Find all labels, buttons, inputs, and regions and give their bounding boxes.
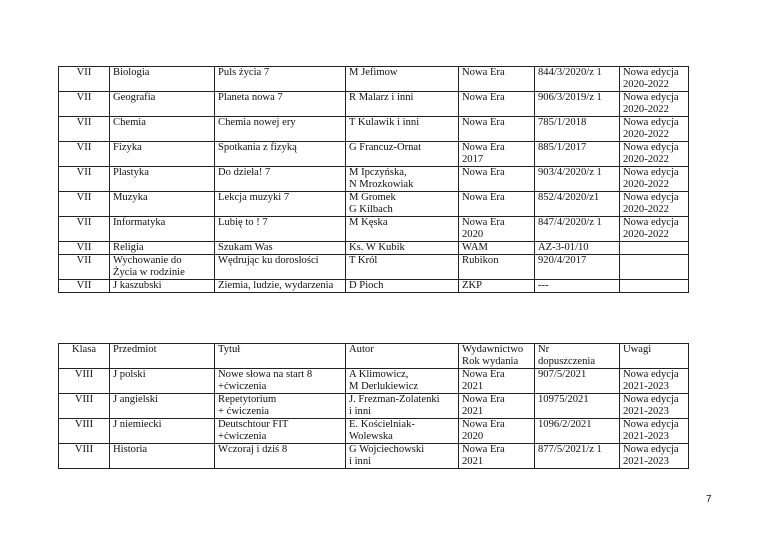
table-row [59,67,689,92]
cell-author: Ks. W Kubik [346,242,459,255]
table-row [59,92,689,117]
cell-notes: Nowa edycja 2020-2022 [620,217,689,242]
cell-subject: Biologia [110,67,215,92]
cell-title: Wczoraj i dziś 8 [215,444,346,469]
cell-publisher: Nowa Era [459,67,535,92]
cell-subject: Wychowanie do Życia w rodzinie [110,255,215,280]
cell-title: Planeta nowa 7 [215,92,346,117]
cell-title: Chemia nowej ery [215,117,346,142]
cell-notes [620,242,689,255]
cell-approval-number: 907/5/2021 [535,369,620,394]
cell-class: VII [59,92,110,117]
cell-subject: Muzyka [110,192,215,217]
cell-class: VII [59,255,110,280]
cell-notes [620,280,689,293]
cell-publisher: Nowa Era [459,192,535,217]
table-row [59,280,689,293]
cell-class: VIII [59,369,110,394]
cell-class: VIII [59,394,110,419]
cell-title: Spotkania z fizyką [215,142,346,167]
cell-title: Deutschtour FIT +ćwiczenia [215,419,346,444]
cell-class: VII [59,142,110,167]
cell-approval-number: 903/4/2020/z 1 [535,167,620,192]
cell-publisher: Nowa Era 2017 [459,142,535,167]
cell-class: VII [59,242,110,255]
cell-author: G Francuz-Ornat [346,142,459,167]
cell-approval-number: 920/4/2017 [535,255,620,280]
header-cell-approval-number: Nr dopuszczenia [535,344,620,369]
cell-subject: Geografia [110,92,215,117]
cell-class: VII [59,117,110,142]
cell-title: Repetytorium + ćwiczenia [215,394,346,419]
cell-approval-number: AZ-3-01/10 [535,242,620,255]
cell-publisher: Nowa Era 2020 [459,217,535,242]
header-cell-title: Tytuł [215,344,346,369]
cell-title: Do dzieła! 7 [215,167,346,192]
cell-author: J. Frezman-Zolatenki i inni [346,394,459,419]
header-cell-class: Klasa [59,344,110,369]
table-row [59,167,689,192]
cell-author: E. Kościelniak- Wolewska [346,419,459,444]
table-row [59,242,689,255]
cell-approval-number: 852/4/2020/z1 [535,192,620,217]
cell-approval-number: 785/1/2018 [535,117,620,142]
table-class-viii [58,343,689,469]
cell-title: Puls życia 7 [215,67,346,92]
header-cell-author: Autor [346,344,459,369]
table-body [59,67,689,293]
table-row [59,419,689,444]
page-number: 7 [706,494,712,505]
cell-approval-number: 844/3/2020/z 1 [535,67,620,92]
cell-author: T Kulawik i inni [346,117,459,142]
cell-author: M Ipczyńska, N Mrozkowiak [346,167,459,192]
cell-subject: Religia [110,242,215,255]
cell-author: A Klimowicz, M Derlukiewicz [346,369,459,394]
cell-publisher: Nowa Era 2020 [459,419,535,444]
cell-subject: J polski [110,369,215,394]
cell-title: Ziemia, ludzie, wydarzenia [215,280,346,293]
table-body [59,369,689,469]
cell-notes: Nowa edycja 2020-2022 [620,92,689,117]
cell-author: G Wojciechowski i inni [346,444,459,469]
cell-notes: Nowa edycja 2020-2022 [620,192,689,217]
cell-publisher: Nowa Era 2021 [459,369,535,394]
cell-approval-number: 10975/2021 [535,394,620,419]
cell-publisher: Nowa Era [459,92,535,117]
cell-title: Lubię to ! 7 [215,217,346,242]
cell-notes: Nowa edycja 2021-2023 [620,394,689,419]
cell-publisher: Nowa Era [459,167,535,192]
cell-subject: Fizyka [110,142,215,167]
header-cell-publisher: Wydawnictwo Rok wydania [459,344,535,369]
cell-subject: J kaszubski [110,280,215,293]
header-row [59,344,689,369]
cell-publisher: WAM [459,242,535,255]
table-header [59,344,689,369]
cell-author: M Kęska [346,217,459,242]
cell-title: Wędrując ku dorosłości [215,255,346,280]
cell-title: Szukam Was [215,242,346,255]
cell-class: VII [59,280,110,293]
cell-publisher: Rubikon [459,255,535,280]
cell-author: R Malarz i inni [346,92,459,117]
cell-approval-number: 885/1/2017 [535,142,620,167]
cell-subject: J angielski [110,394,215,419]
table-row [59,369,689,394]
cell-approval-number: 847/4/2020/z 1 [535,217,620,242]
cell-notes [620,255,689,280]
cell-publisher: Nowa Era [459,117,535,142]
cell-author: D Pioch [346,280,459,293]
cell-class: VII [59,67,110,92]
cell-subject: Informatyka [110,217,215,242]
cell-notes: Nowa edycja 2020-2022 [620,142,689,167]
table-row [59,142,689,167]
cell-approval-number: 906/3/2019/z 1 [535,92,620,117]
header-cell-subject: Przedmiot [110,344,215,369]
cell-class: VII [59,217,110,242]
cell-notes: Nowa edycja 2021-2023 [620,444,689,469]
cell-publisher: ZKP [459,280,535,293]
table-row [59,217,689,242]
cell-class: VII [59,167,110,192]
cell-title: Lekcja muzyki 7 [215,192,346,217]
header-cell-notes: Uwagi [620,344,689,369]
cell-class: VII [59,192,110,217]
cell-approval-number: --- [535,280,620,293]
cell-approval-number: 877/5/2021/z 1 [535,444,620,469]
table-row [59,394,689,419]
cell-notes: Nowa edycja 2021-2023 [620,419,689,444]
cell-notes: Nowa edycja 2021-2023 [620,369,689,394]
cell-publisher: Nowa Era 2021 [459,444,535,469]
cell-notes: Nowa edycja 2020-2022 [620,117,689,142]
cell-author: T Król [346,255,459,280]
cell-class: VIII [59,419,110,444]
cell-subject: Plastyka [110,167,215,192]
cell-author: M Jefimow [346,67,459,92]
cell-notes: Nowa edycja 2020-2022 [620,167,689,192]
table-row [59,117,689,142]
cell-subject: Chemia [110,117,215,142]
cell-subject: J niemiecki [110,419,215,444]
cell-author: M Gromek G Kilbach [346,192,459,217]
table-row [59,192,689,217]
cell-approval-number: 1096/2/2021 [535,419,620,444]
cell-class: VIII [59,444,110,469]
cell-title: Nowe słowa na start 8 +ćwiczenia [215,369,346,394]
table-row [59,444,689,469]
table-class-vii [58,66,689,293]
cell-notes: Nowa edycja 2020-2022 [620,67,689,92]
table-row [59,255,689,280]
cell-publisher: Nowa Era 2021 [459,394,535,419]
cell-subject: Historia [110,444,215,469]
